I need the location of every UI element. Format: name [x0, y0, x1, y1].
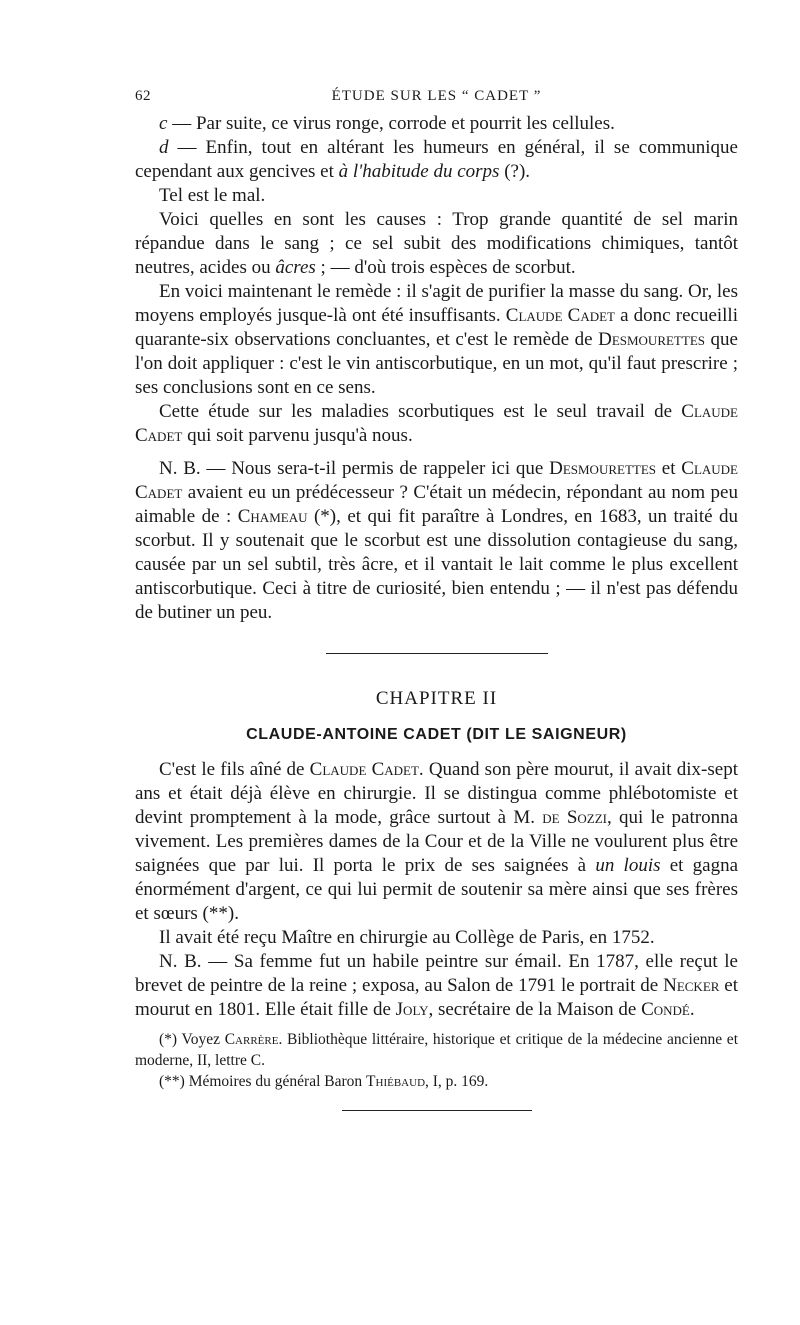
footer-divider [342, 1110, 532, 1111]
paragraph-chapter-2: Il avait été reçu Maître en chirurgie au Collège de Paris, en 1752. [159, 927, 655, 948]
paragraph-d: d — Enfin, tout en altérant les humeurs en général, il se communique cependant aux gencives et à l'habitude du corps (?). [135, 137, 738, 182]
paragraph-nb-2: N. B. — Sa femme fut un habile peintre sur émail. En 1787, elle reçut le brevet de peintre de la reine ; exposa, au Salon de 1791 le portrait de Necker et mourut en 1801. Elle était fille de Joly, secrétaire de la Maison de Condé. [135, 951, 739, 1020]
footnotes [135, 1029, 738, 1092]
running-title: ÉTUDE SUR LES “ CADET ” [331, 88, 542, 104]
paragraph-nb-1: N. B. — Nous sera-t-il permis de rappeler ici que Desmourettes et Claude Cadet avaient eu un prédécesseur ? C'était un médecin, répondant au nom peu aimable de : Chameau (*), et qui fit paraître à Londres, en 1683, un traité du scorbut. Il y soutenait que le scorbut est une dissolution contagieuse du sang, causée par un sel subtil, très âcre, et il vantait le lait comme le plus excellent antiscorbutique. Ceci à titre de curiosité, bien entendu ; — il n'est pas défendu de butiner un peu. [135, 458, 739, 623]
paragraph-mal: Tel est le mal. [159, 185, 266, 206]
section-divider [326, 653, 548, 654]
paragraph-etude: Cette étude sur les maladies scorbutiques est le seul travail de Claude Cadet qui soit parvenu jusqu'à nous. [135, 401, 738, 446]
page [135, 82, 738, 1111]
paragraph-c: c — Par suite, ce virus ronge, corrode et pourrit les cellules. [159, 113, 615, 134]
chapter-subheading: CLAUDE-ANTOINE CADET (DIT LE SAIGNEUR) [246, 726, 627, 743]
chapter-heading: CHAPITRE II [375, 688, 498, 709]
running-header [135, 82, 738, 112]
paragraph-chapter-1: C'est le fils aîné de Claude Cadet. Quand son père mourut, il avait dix-sept ans et était déjà élève en chirurgie. Il se distingua comme phlébotomiste et devint promptement à la mode, grâce surtout à M. de Sozzi, qui le patronna vivement. Les premières dames de la Cour et de la Ville ne voulurent plus être saignées que par lui. Il porta le prix de ses saignées à un louis et gagna énormément d'argent, ce qui lui permit de soutenir sa mère ainsi que ses frères et sœurs (**). [135, 759, 739, 924]
footnote-1: (*) Voyez Carrère. Bibliothèque littéraire, historique et critique de la médecine ancienne et moderne, II, lettre C. [135, 1031, 738, 1069]
paragraph-remede: En voici maintenant le remède : il s'agit de purifier la masse du sang. Or, les moyens employés jusque-là ont été insuffisants. Claude Cadet a donc recueilli quarante-six observations concluantes, et c'est le remède de Desmourettes que l'on doit appliquer : c'est le vin antiscorbutique, en un mot, qu'il faut prescrire ; ses conclusions sont en ce sens. [135, 281, 738, 398]
paragraph-causes: Voici quelles en sont les causes : Trop grande quantité de sel marin répandue dans le sang ; ce sel subit des modifications chimiques, tantôt neutres, acides ou âcres ; — d'où trois espèces de scorbut. [135, 209, 738, 278]
footnote-2: (**) Mémoires du général Baron Thiébaud, I, p. 169. [159, 1073, 489, 1090]
page-number: 62 [135, 88, 151, 104]
